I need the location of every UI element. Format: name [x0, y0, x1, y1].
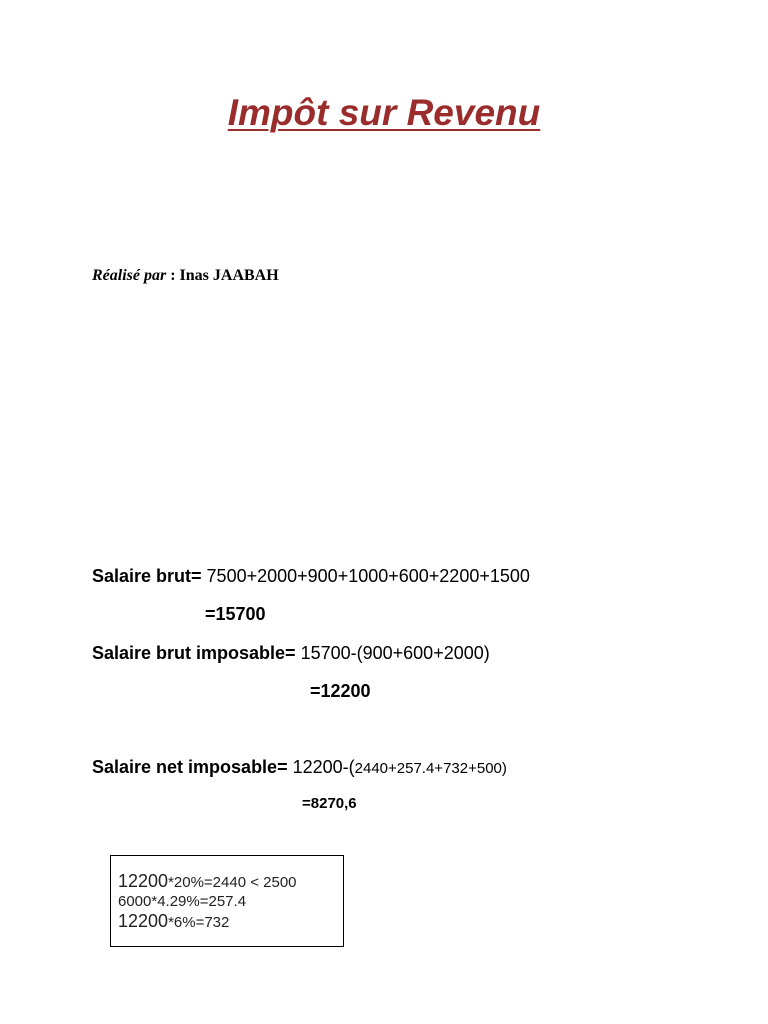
- box-line-1-rate: *20%=2440 < 2500: [168, 874, 297, 891]
- salaire-brut-line: [92, 566, 530, 587]
- author-label: Réalisé par: [92, 267, 167, 284]
- author-line: [92, 267, 279, 285]
- salaire-net-imposable-line: [92, 757, 507, 778]
- salaire-brut-imposable-line: [92, 643, 490, 664]
- author-name: Inas JAABAH: [179, 267, 279, 284]
- box-line-1-amount: 12200: [118, 871, 169, 891]
- document-title: Impôt sur Revenu: [227, 92, 541, 133]
- salaire-brut-imposable-result: =12200: [310, 681, 371, 701]
- box-line-1: [118, 872, 343, 891]
- box-line-3: [118, 912, 343, 931]
- salaire-brut-label: Salaire brut=: [92, 566, 202, 586]
- salaire-brut-expression: 7500+2000+900+1000+600+2200+1500: [201, 566, 530, 586]
- salaire-net-imposable-result: =8270,6: [302, 795, 357, 812]
- calculation-box: [110, 855, 344, 947]
- box-line-2: [118, 894, 343, 910]
- author-separator: :: [166, 267, 180, 284]
- salaire-net-imposable-expression: 12200-(: [287, 757, 355, 777]
- box-line-3-amount: 12200: [118, 911, 169, 931]
- salaire-net-imposable-label: Salaire net imposable=: [92, 757, 288, 777]
- salaire-brut-result: =15700: [205, 604, 266, 624]
- box-line-2-text: 6000*4.29%=257.4: [118, 893, 247, 910]
- salaire-brut-imposable-label: Salaire brut imposable=: [92, 643, 296, 663]
- salaire-brut-imposable-expression: 15700-(900+600+2000): [295, 643, 490, 663]
- box-line-3-rate: *6%=732: [168, 914, 230, 931]
- salaire-net-imposable-expression-small: 2440+257.4+732+500): [354, 760, 507, 777]
